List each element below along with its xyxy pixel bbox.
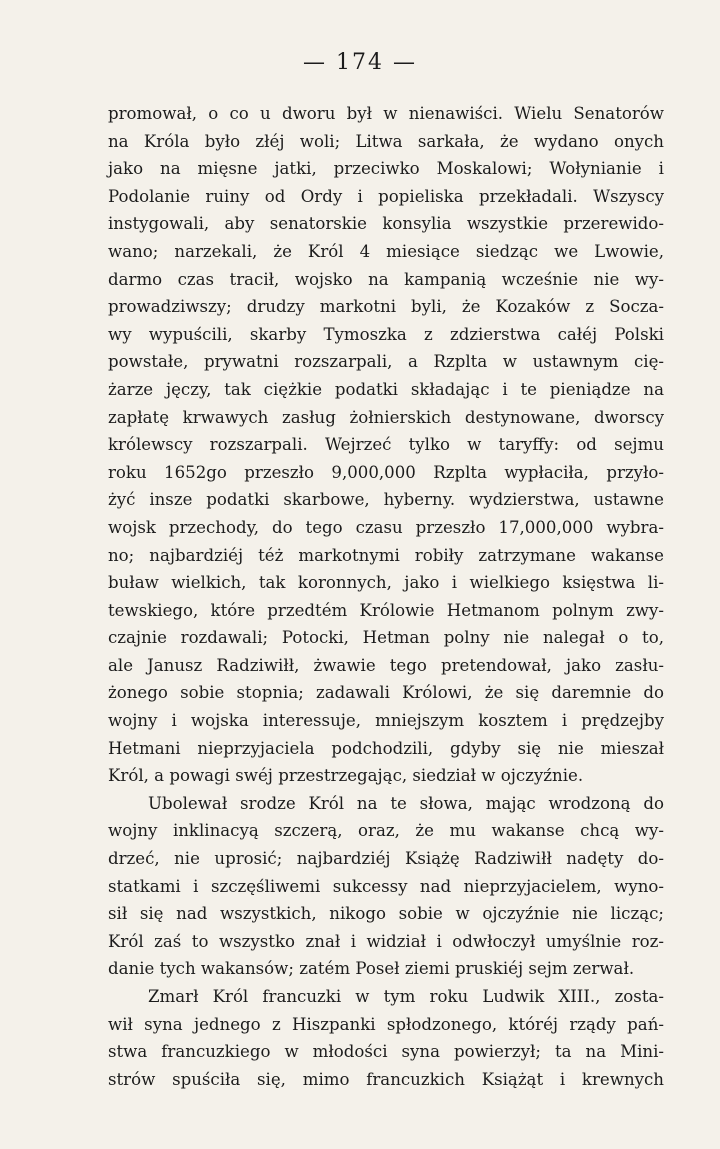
text-line: Podolanie ruiny od Ordy i popieliska przekładali. Wszyscy — [108, 186, 664, 206]
text-line: czajnie rozdawali; Potocki, Hetman polny nie nalegał o to, — [108, 628, 664, 648]
text-line: wojsk przechody, do tego czasu przeszło 17,000,000 wybra- — [108, 517, 664, 537]
text-line: żarze jęczy, tak ciężkie podatki składając i te pieniądze na — [108, 379, 664, 399]
text-line: sił się nad wszystkich, nikogo sobie w ojczyźnie nie licząc; — [108, 904, 664, 924]
text-line: Hetmani nieprzyjaciela podchodzili, gdyby się nie mieszał — [108, 738, 664, 758]
text-line: danie tych wakansów; zatém Poseł ziemi pruskiéj sejm zerwał. — [108, 959, 635, 979]
text-line: buław wielkich, tak koronnych, jako i wielkiego księstwa li- — [108, 573, 664, 593]
text-line: żyć insze podatki skarbowe, hyberny. wydzierstwa, ustawne — [108, 490, 664, 510]
text-line: darmo czas tracił, wojsko na kampanią wcześnie nie wy- — [108, 269, 664, 289]
text-line: strów spuściła się, mimo francuzkich Książąt i krewnych — [108, 1069, 664, 1089]
text-line: zapłatę krwawych zasług żołnierskich destynowane, dworscy — [108, 407, 664, 427]
text-line: wojny inklinacyą szczerą, oraz, że mu wakanse chcą wy- — [108, 821, 664, 841]
text-line: Król, a powagi swéj przestrzegając, siedział w ojczyźnie. — [108, 766, 584, 786]
text-line: instygowali, aby senatorskie konsylia wszystkie przerewido- — [108, 214, 664, 234]
text-line: powstałe, prywatni rozszarpali, a Rzplta w ustawnym cię- — [108, 352, 664, 372]
body-text — [108, 100, 664, 1093]
text-line: Zmarł Król francuzki w tym roku Ludwik XIII., zosta- — [148, 987, 664, 1006]
text-line: wano; narzekali, że Król 4 miesiące siedząc we Lwowie, — [108, 241, 664, 261]
text-line: statkami i szczęśliwemi sukcessy nad nieprzyjacielem, wyno- — [108, 876, 664, 896]
text-line: żonego sobie stopnia; zadawali Królowi, że się daremnie do — [108, 683, 664, 703]
text-line: Król zaś to wszystko znał i widział i odwłoczył umyślnie roz- — [108, 931, 664, 951]
text-line: królewscy rozszarpali. Wejrzeć tylko w taryffy: od sejmu — [108, 435, 664, 455]
text-line: wojny i wojska interessuje, mniejszym kosztem i prędzejby — [108, 711, 664, 731]
text-line: wy wypuścili, skarby Tymoszka z zdzierstwa całéj Polski — [108, 324, 664, 344]
text-line: no; najbardziéj téż markotnymi robiły zatrzymane wakanse — [108, 545, 664, 565]
text-line: promował, o co u dworu był w nienawiści. Wielu Senatorów — [108, 104, 664, 123]
text-line: stwa francuzkiego w młodości syna powierzył; ta na Mini- — [108, 1042, 664, 1062]
text-line: tewskiego, które przedtém Królowie Hetmanom polnym zwy- — [108, 600, 664, 620]
text-line: na Króla było złéj woli; Litwa sarkała, że wydano onych — [108, 131, 664, 151]
page-number: — 174 — — [303, 50, 417, 75]
text-line: roku 1652go przeszło 9,000,000 Rzplta wypłaciła, przyło- — [108, 462, 664, 482]
text-line: Ubolewał srodze Król na te słowa, mając wrodzoną do — [148, 793, 664, 813]
text-line: wił syna jednego z Hiszpanki spłodzonego, któréj rządy pań- — [108, 1014, 664, 1034]
text-line: drzeć, nie uprosić; najbardziéj Książę Radziwiłł nadęty do- — [108, 849, 664, 869]
text-line: ale Janusz Radziwiłł, żwawie tego pretendował, jako zasłu- — [108, 655, 664, 675]
text-line: prowadziwszy; drudzy markotni byli, że Kozaków z Soczа- — [108, 297, 664, 317]
text-line: jako na mięsne jatki, przeciwko Moskalowi; Wołynianie i — [108, 159, 664, 179]
